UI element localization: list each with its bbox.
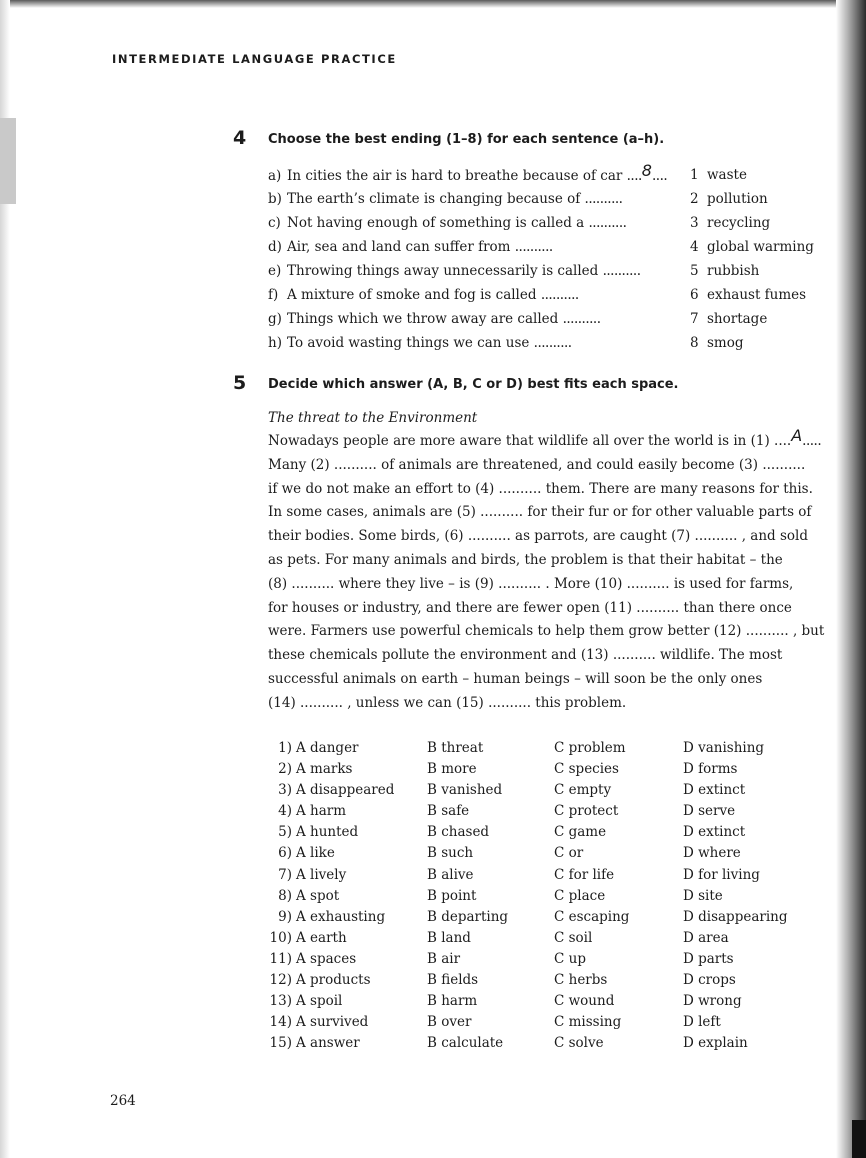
answer-blank: .......... — [562, 311, 601, 327]
sentence-letter: h) — [268, 335, 282, 351]
exercise-4-sentences — [268, 163, 688, 355]
sentence-text: To avoid wasting things we can use — [287, 335, 534, 351]
option-c: C or — [554, 845, 584, 862]
sentence-row — [268, 187, 688, 211]
exercise-5-instruction: Decide which answer (A, B, C or D) best fits each space. — [268, 377, 679, 392]
passage-text: their bodies. Some birds, (6) .......... as parrots, are caught (7) .......... , and sold — [268, 528, 808, 545]
option-number: 2) — [278, 761, 292, 778]
sentence-text: In cities the air is hard to breathe because of car — [287, 168, 627, 184]
passage-text: Nowadays people are more aware that wildlife all over the world is in (1) .... — [268, 433, 792, 449]
answer-blank: .......... — [533, 335, 572, 351]
option-d: D vanishing — [683, 740, 765, 756]
passage-text: these chemicals pollute the environment and (13) .......... wildlife. The most — [268, 647, 783, 664]
option-b: B vanished — [427, 782, 503, 799]
sentence-row — [268, 235, 688, 259]
option-c: C for life — [554, 866, 615, 883]
passage-line — [268, 692, 813, 716]
option-d: D area — [683, 929, 729, 946]
option-number: 10) — [269, 929, 292, 946]
option-d: D parts — [683, 950, 734, 967]
option-c: C herbs — [554, 972, 608, 989]
passage-line — [268, 644, 813, 668]
ending-row — [690, 211, 830, 235]
handwritten-answer: 8 — [641, 161, 652, 180]
passage-line — [268, 525, 813, 549]
option-b: B chased — [427, 824, 490, 841]
sentence-row — [268, 307, 688, 331]
answer-blank: .......... — [584, 191, 623, 207]
passage-text: as pets. For many animals and birds, the problem is that their habitat – the — [268, 551, 783, 568]
option-c: C up — [554, 950, 586, 967]
option-a: A survived — [296, 1014, 369, 1031]
option-c: C place — [554, 887, 606, 904]
sentence-letter: f) — [268, 287, 279, 303]
option-number: 13) — [269, 993, 292, 1010]
passage-text: if we do not make an effort to (4) .......... them. There are many reasons for this. — [268, 480, 813, 497]
sentence-row — [268, 259, 688, 283]
option-number: 6) — [278, 845, 292, 862]
option-b: B more — [427, 761, 477, 778]
passage-line — [268, 597, 813, 621]
passage-text: successful animals on earth – human beings – will soon be the only ones — [268, 670, 763, 687]
running-head: INTERMEDIATE LANGUAGE PRACTICE — [112, 52, 397, 66]
option-a: A disappeared — [296, 782, 395, 799]
scan-shadow-top — [0, 0, 866, 8]
option-c: C soil — [554, 929, 593, 946]
ending-text: global warming — [707, 239, 814, 255]
option-d: D extinct — [683, 782, 746, 799]
option-number: 14) — [269, 1014, 292, 1031]
option-number: 4) — [278, 803, 292, 820]
sentence-text: The earth’s climate is changing because of — [287, 191, 585, 207]
answer-blank: .... — [626, 168, 642, 184]
option-b: B harm — [427, 993, 478, 1010]
option-b: B threat — [427, 740, 484, 756]
exercise-5-number: 5 — [233, 372, 247, 394]
sentence-row — [268, 211, 688, 235]
option-c: C missing — [554, 1014, 622, 1031]
passage-line — [268, 426, 822, 454]
option-c: C escaping — [554, 908, 630, 925]
sentence-text: Things which we throw away are called — [287, 311, 563, 327]
passage-title: The threat to the Environment — [268, 410, 478, 426]
passage-text: Many (2) .......... of animals are threatened, and could easily become (3) .......... — [268, 456, 806, 473]
option-number: 8) — [278, 887, 292, 904]
exercise-4-endings — [690, 163, 830, 355]
option-d: D wrong — [683, 993, 742, 1010]
ending-row — [690, 187, 830, 211]
scan-shadow-right — [836, 0, 866, 1158]
option-b: B air — [427, 950, 461, 967]
option-number: 5) — [278, 824, 292, 841]
option-b: B safe — [427, 803, 470, 820]
exercise-4-number: 4 — [233, 127, 247, 149]
sentence-letter: e) — [268, 263, 282, 279]
option-d: D forms — [683, 761, 738, 778]
answer-blank-trail: ..... — [802, 433, 822, 449]
option-c: C game — [554, 824, 607, 841]
option-d: D explain — [683, 1035, 748, 1052]
option-d: D serve — [683, 803, 736, 820]
passage-body — [268, 426, 825, 716]
passage-line — [268, 620, 825, 644]
passage-line — [268, 478, 813, 502]
ending-number: 3 — [690, 215, 699, 231]
ending-text: recycling — [707, 215, 771, 231]
option-b: B alive — [427, 866, 474, 883]
ending-number: 7 — [690, 311, 699, 327]
sentence-letter: a) — [268, 168, 282, 184]
option-number: 1) — [278, 740, 292, 756]
page-number: 264 — [110, 1093, 136, 1109]
answer-blank: .......... — [540, 287, 579, 303]
option-b: B departing — [427, 908, 509, 925]
option-c: C problem — [554, 740, 626, 756]
passage-line — [268, 668, 813, 692]
option-c: C solve — [554, 1035, 604, 1052]
passage-text: (8) .......... where they live – is (9) .......... . More (10) .......... is used for farms, — [268, 575, 794, 592]
ending-text: waste — [707, 167, 747, 183]
sentence-row — [268, 283, 688, 307]
scan-corner-dark — [852, 1120, 866, 1158]
option-number: 7) — [278, 866, 292, 883]
option-c: C protect — [554, 803, 619, 820]
passage-text: (14) .......... , unless we can (15) .......... this problem. — [268, 694, 627, 711]
option-a: A marks — [296, 761, 353, 778]
option-number: 9) — [278, 908, 292, 925]
option-number: 12) — [269, 972, 292, 989]
sentence-text: A mixture of smoke and fog is called — [287, 287, 541, 303]
option-a: A hunted — [296, 824, 359, 841]
option-a: A harm — [296, 803, 347, 820]
sentence-row — [268, 331, 688, 355]
sentence-letter: g) — [268, 311, 282, 327]
option-b: B fields — [427, 972, 479, 989]
passage-text: were. Farmers use powerful chemicals to help them grow better (12) .......... , but — [268, 623, 825, 640]
sentence-letter: b) — [268, 191, 282, 207]
passage-line — [268, 573, 813, 597]
option-a: A products — [296, 972, 371, 989]
passage-line — [268, 549, 813, 573]
option-b: B point — [427, 887, 477, 904]
option-d: D crops — [683, 972, 736, 989]
option-d: D for living — [683, 866, 760, 883]
option-number: 3) — [278, 782, 292, 799]
sentence-letter: c) — [268, 215, 281, 231]
passage-line — [268, 501, 813, 525]
ending-text: pollution — [707, 191, 768, 207]
exercise-5-passage — [268, 408, 825, 716]
sentence-text: Air, sea and land can suffer from — [287, 239, 515, 255]
option-a: A exhausting — [296, 908, 386, 925]
ending-row — [690, 259, 830, 283]
ending-number: 6 — [690, 287, 699, 303]
scan-margin-mark — [0, 118, 16, 204]
option-d: D extinct — [683, 824, 746, 841]
option-a: A lively — [296, 866, 347, 883]
ending-number: 2 — [690, 191, 699, 207]
option-b: B over — [427, 1014, 472, 1031]
ending-text: rubbish — [707, 263, 760, 279]
option-a: A like — [296, 845, 335, 862]
option-d: D disappearing — [683, 908, 788, 925]
sentence-text: Throwing things away unnecessarily is called — [287, 263, 603, 279]
option-c: C species — [554, 761, 619, 778]
answer-blank: .......... — [588, 215, 627, 231]
exercise-4-instruction: Choose the best ending (1–8) for each sentence (a–h). — [268, 132, 665, 147]
ending-row — [690, 331, 830, 355]
ending-row — [690, 283, 830, 307]
option-d: D where — [683, 845, 741, 862]
ending-text: shortage — [707, 311, 768, 327]
option-a: A earth — [296, 929, 347, 946]
option-d: D left — [683, 1014, 721, 1031]
option-b: B land — [427, 929, 471, 946]
option-number: 15) — [269, 1035, 292, 1052]
option-c: C wound — [554, 993, 615, 1010]
passage-text: for houses or industry, and there are fewer open (11) .......... than there once — [268, 599, 792, 616]
sentence-row — [268, 163, 688, 187]
ending-number: 1 — [690, 167, 699, 183]
option-b: B calculate — [427, 1035, 504, 1052]
option-a: A spaces — [296, 950, 357, 967]
ending-row — [690, 235, 830, 259]
answer-blank-trail: .... — [651, 168, 668, 184]
ending-number: 5 — [690, 263, 699, 279]
ending-row — [690, 163, 830, 187]
handwritten-answer: A — [791, 426, 803, 445]
ending-text: smog — [707, 335, 744, 351]
option-number: 11) — [269, 950, 292, 967]
option-a: A danger — [296, 740, 359, 756]
option-a: A answer — [296, 1035, 360, 1052]
answer-blank: .......... — [602, 263, 641, 279]
sentence-text: Not having enough of something is called a — [287, 215, 589, 231]
option-b: B such — [427, 845, 474, 862]
option-a: A spoil — [296, 993, 343, 1010]
option-a: A spot — [296, 887, 340, 904]
passage-line — [268, 454, 813, 478]
option-d: D site — [683, 887, 723, 904]
passage-text: In some cases, animals are (5) .......... for their fur or for other valuable parts of — [268, 504, 812, 521]
ending-row — [690, 307, 830, 331]
ending-number: 4 — [690, 239, 699, 255]
ending-number: 8 — [690, 335, 699, 351]
sentence-letter: d) — [268, 239, 282, 255]
ending-text: exhaust fumes — [707, 287, 807, 303]
answer-blank: .......... — [514, 239, 553, 255]
option-c: C empty — [554, 782, 612, 799]
